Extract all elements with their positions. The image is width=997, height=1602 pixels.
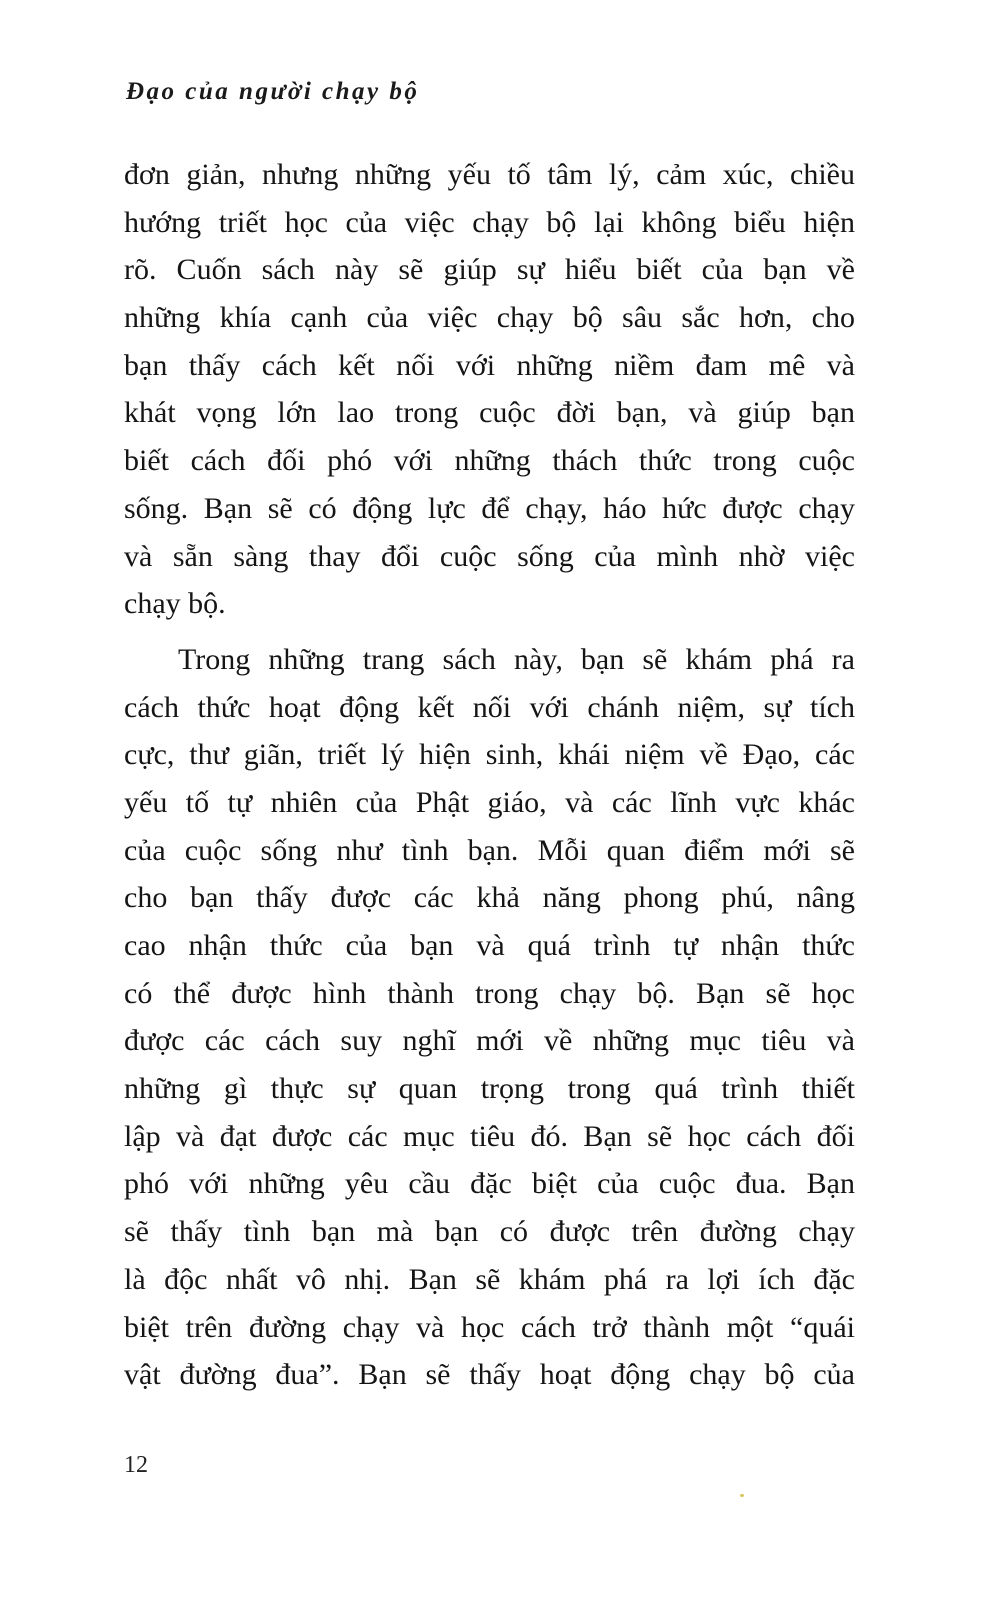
text-line: cách thức hoạt động kết nối với chánh niệm, sự tích	[124, 690, 855, 724]
text-line: sống. Bạn sẽ có động lực để chạy, háo hức được chạy	[124, 491, 855, 525]
text-line: phó với những yêu cầu đặc biệt của cuộc đua. Bạn	[124, 1167, 855, 1201]
text-line: Trong những trang sách này, bạn sẽ khám phá ra	[178, 642, 855, 676]
text-line: vật đường đua”. Bạn sẽ thấy hoạt động chạy bộ của	[124, 1358, 855, 1392]
text-line: cho bạn thấy được các khả năng phong phú, nâng	[124, 881, 855, 915]
text-line: lập và đạt được các mục tiêu đó. Bạn sẽ học cách đối	[124, 1119, 855, 1153]
text-line: rõ. Cuốn sách này sẽ giúp sự hiểu biết của bạn về	[124, 253, 855, 287]
text-line: cực, thư giãn, triết lý hiện sinh, khái niệm về Đạo, các	[124, 738, 855, 772]
text-line: những khía cạnh của việc chạy bộ sâu sắc hơn, cho	[124, 301, 855, 335]
body-text	[124, 151, 855, 1407]
text-line: chạy bộ.	[124, 587, 226, 621]
text-line: đơn giản, nhưng những yếu tố tâm lý, cảm xúc, chiều	[124, 158, 855, 191]
text-line: biết cách đối phó với những thách thức trong cuộc	[124, 444, 855, 478]
text-line: của cuộc sống như tình bạn. Mỗi quan điểm mới sẽ	[124, 833, 855, 867]
text-line: cao nhận thức của bạn và quá trình tự nhận thức	[124, 929, 855, 962]
text-line: được các cách suy nghĩ mới về những mục tiêu và	[124, 1024, 855, 1058]
paragraph-2	[124, 636, 855, 1399]
text-line: hướng triết học của việc chạy bộ lại không biểu hiện	[124, 205, 855, 239]
page-number: 12	[124, 1452, 148, 1478]
text-line: những gì thực sự quan trọng trong quá trình thiết	[124, 1072, 855, 1106]
text-line: có thể được hình thành trong chạy bộ. Bạn sẽ học	[124, 976, 855, 1010]
text-line: biệt trên đường chạy và học cách trở thành một “quái	[124, 1310, 855, 1344]
text-line: và sẵn sàng thay đổi cuộc sống của mình nhờ việc	[124, 539, 855, 573]
scan-speck	[740, 1494, 744, 1497]
text-line: khát vọng lớn lao trong cuộc đời bạn, và giúp bạn	[124, 396, 855, 430]
text-line: là độc nhất vô nhị. Bạn sẽ khám phá ra lợi ích đặc	[124, 1262, 855, 1296]
running-head-title: Đạo của người chạy bộ	[126, 78, 420, 105]
text-line: bạn thấy cách kết nối với những niềm đam mê và	[124, 348, 855, 382]
paragraph-1	[124, 151, 855, 628]
text-line: sẽ thấy tình bạn mà bạn có được trên đường chạy	[124, 1215, 855, 1249]
text-line: yếu tố tự nhiên của Phật giáo, và các lĩnh vực khác	[124, 785, 855, 819]
